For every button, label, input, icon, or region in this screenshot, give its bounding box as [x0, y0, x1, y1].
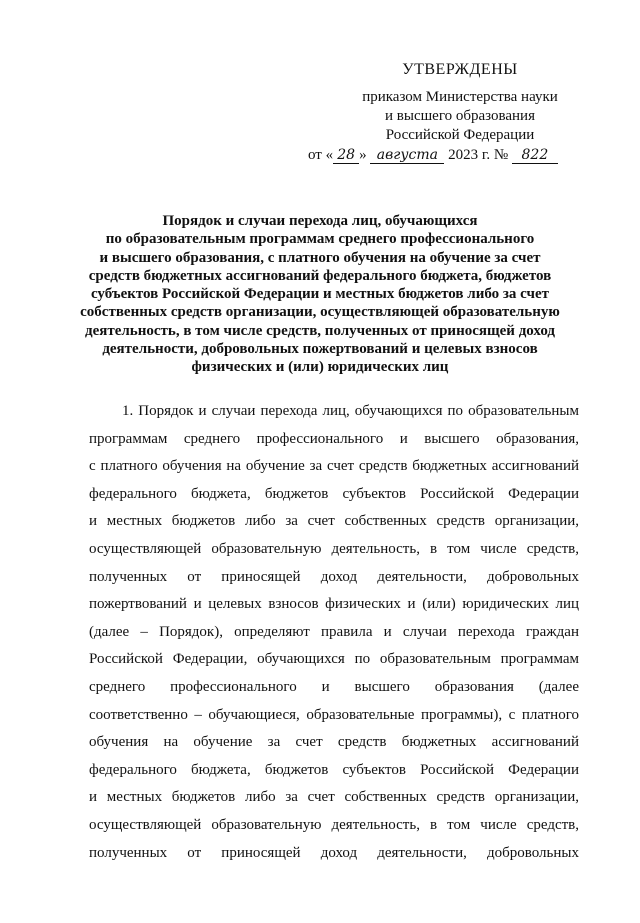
title-line: Порядок и случаи перехода лиц, обучающихся [162, 213, 478, 229]
title-line: субъектов Российской Федерации и местных бюджетов либо за счет [90, 286, 550, 303]
approval-line: Российской Федерации [385, 127, 535, 143]
body-line: с платного обучения на обучение за счет средств бюджетных ассигнований [89, 458, 579, 475]
body-line: обучения на обучение за счет средств бюджетных ассигнований [89, 734, 579, 751]
title-line: и высшего образования, с платного обучения на обучение за счет [99, 249, 541, 266]
handwritten-order-number: 822 [512, 148, 558, 164]
approval-line: и высшего образования [385, 108, 535, 124]
body-line: программам среднего профессионального и высшего образования, [89, 430, 579, 447]
body-line: полученных от приносящей доход деятельности, добровольных [89, 568, 579, 585]
body-line: и местных бюджетов либо за счет собственных средств организации, [89, 789, 579, 806]
body-line: осуществляющей образовательную деятельность, в том числе средств, [89, 816, 579, 833]
document-title [80, 212, 560, 377]
body-line: (далее – Порядок), определяют правила и случаи перехода граждан [89, 623, 579, 640]
title-line: по образовательным программам среднего профессионального [105, 231, 535, 248]
title-line: средств бюджетных ассигнований федерального бюджета, бюджетов [88, 267, 552, 284]
body-line: пожертвований и целевых взносов физических и (или) юридических лиц [89, 596, 579, 613]
title-line: деятельности, добровольных пожертвований и целевых взносов [102, 341, 538, 358]
body-line: Российской Федерации, обучающихся по образовательным программам [89, 651, 579, 668]
title-line: собственных средств организации, осуществляющей образовательную [80, 304, 560, 321]
body-line: полученных от приносящей доход деятельности, добровольных [89, 844, 579, 861]
approval-line: приказом Министерства науки [362, 89, 558, 105]
handwritten-month: августа [370, 148, 444, 164]
handwritten-day: 28 [333, 148, 359, 164]
title-line: физических и (или) юридических лиц [191, 359, 449, 376]
approval-heading: УТВЕРЖДЕНЫ [402, 61, 518, 78]
approval-date-line [300, 146, 600, 165]
title-line: деятельность, в том числе средств, полученных от приносящей доход [85, 322, 555, 339]
body-paragraph [89, 398, 579, 867]
year-text: 2023 г. № [448, 147, 509, 163]
body-line: среднего профессионального и высшего образования (далее [89, 678, 579, 695]
body-line: и местных бюджетов либо за счет собственных средств организации, [89, 513, 579, 530]
body-line: федерального бюджета, бюджетов субъектов Российской Федерации [89, 485, 579, 502]
body-line: осуществляющей образовательную деятельность, в том числе средств, [89, 540, 579, 557]
approval-block [300, 60, 600, 165]
body-line: соответственно – обучающиеся, образовательные программы), с платного [89, 706, 579, 723]
date-close-quote: » [359, 147, 367, 163]
date-prefix: от « [308, 147, 334, 163]
body-line: федерального бюджета, бюджетов субъектов Российской Федерации [89, 761, 579, 778]
body-line: 1. Порядок и случаи перехода лиц, обучающихся по образовательным [122, 403, 579, 419]
